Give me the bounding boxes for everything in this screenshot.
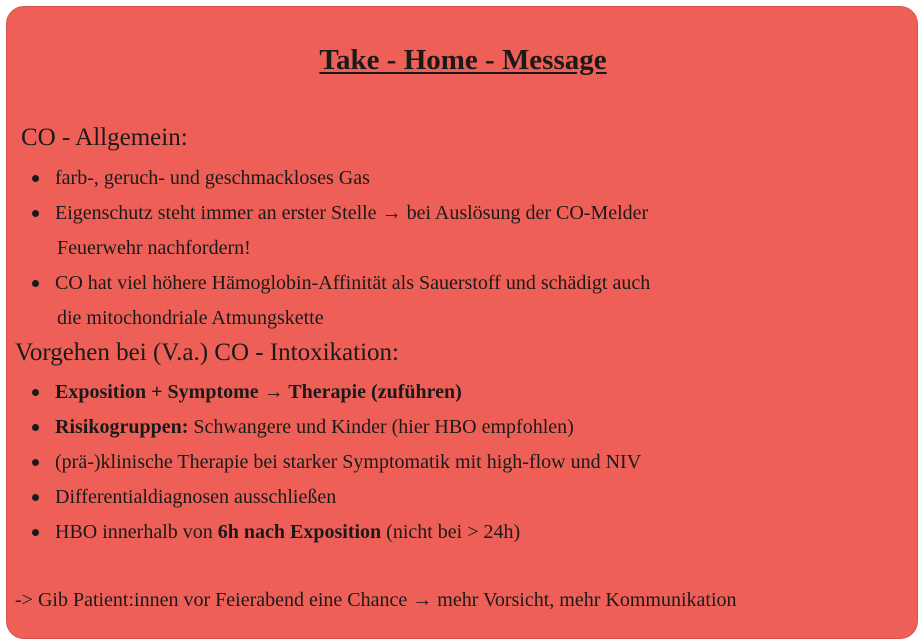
list-item	[29, 266, 650, 336]
bullet-icon	[32, 529, 39, 536]
bullet-icon	[32, 494, 39, 501]
list-item-text: CO hat viel höhere Hämoglobin-Affinität als Sauerstoff und schädigt auch	[55, 272, 651, 294]
list-item	[29, 445, 641, 480]
page-title: Take - Home - Message	[319, 44, 607, 76]
footer-message: -> Gib Patient:innen vor Feierabend eine Chance → mehr Vorsicht, mehr Kommunikation	[15, 589, 737, 611]
list-item-text: (prä-)klinische Therapie bei starker Symptomatik mit high-flow und NIV	[55, 451, 642, 473]
vorgehen-list	[29, 375, 641, 550]
list-item-bold-text: Exposition + Symptome → Therapie (zuführen)	[55, 381, 462, 403]
section-heading-vorgehen: Vorgehen bei (V.a.) CO - Intoxikation:	[15, 339, 399, 366]
list-item-text: farb-, geruch- und geschmackloses Gas	[55, 167, 370, 189]
list-item-text: HBO innerhalb von	[55, 521, 218, 543]
list-item-text: Differentialdiagnosen ausschließen	[55, 486, 337, 508]
bullet-icon	[32, 389, 39, 396]
list-item	[29, 375, 641, 410]
list-item	[29, 161, 650, 196]
list-item-text: (nicht bei > 24h)	[381, 521, 521, 543]
bullet-icon	[32, 459, 39, 466]
bullet-icon	[32, 210, 39, 217]
take-home-message-card	[6, 6, 918, 639]
list-item-text: Eigenschutz steht immer an erster Stelle → bei Auslösung der CO-Melder	[55, 202, 649, 224]
list-item	[29, 480, 641, 515]
list-item-text: Schwangere und Kinder (hier HBO empfohlen)	[188, 416, 574, 438]
bullet-icon	[32, 175, 39, 182]
list-item	[29, 515, 641, 550]
list-item	[29, 196, 650, 266]
list-item	[29, 410, 641, 445]
list-item-bold-text: 6h nach Exposition	[217, 521, 382, 543]
list-item-bold-text: Risikogruppen:	[55, 416, 189, 438]
co-allgemein-list	[29, 161, 650, 336]
bullet-icon	[32, 280, 39, 287]
section-heading-co-allgemein: CO - Allgemein:	[21, 124, 188, 151]
list-item-text-continuation: Feuerwehr nachfordern!	[57, 237, 251, 259]
bullet-icon	[32, 424, 39, 431]
list-item-text-continuation: die mitochondriale Atmungskette	[57, 307, 324, 329]
